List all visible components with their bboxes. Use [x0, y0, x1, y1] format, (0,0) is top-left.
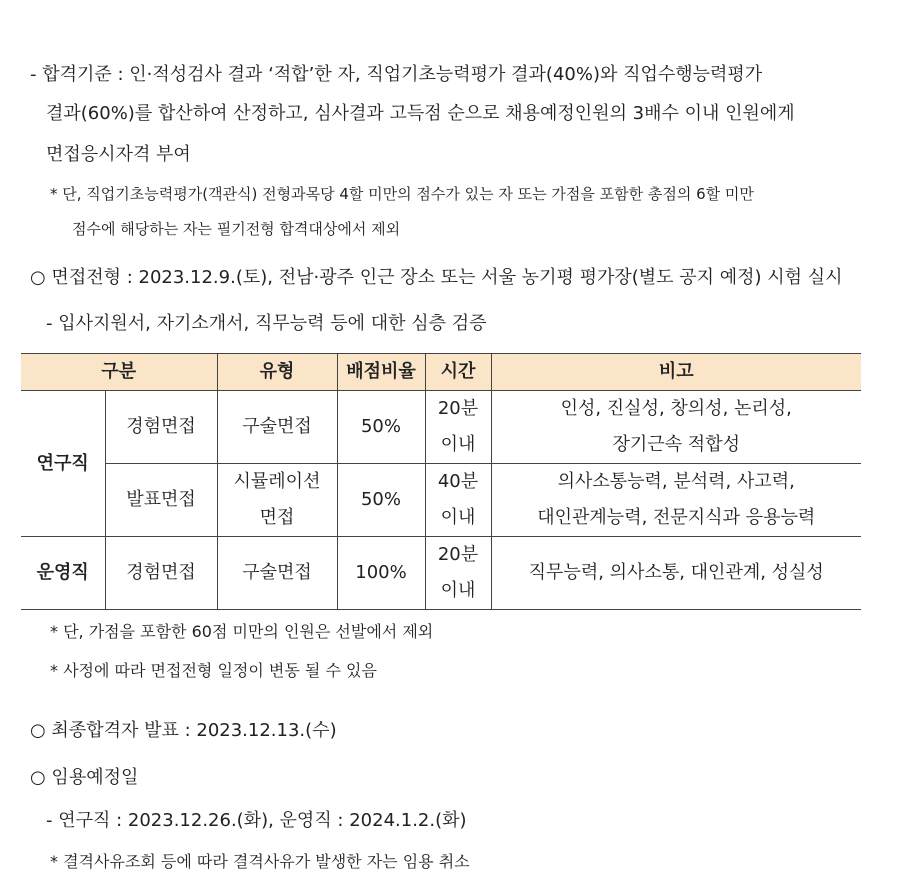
interview-heading: ○ 면접전형 : 2023.12.9.(토), 전남·광주 인근 장소 또는 서울 농기평 평가장(별도 공지 예정) 시험 실시: [30, 267, 843, 288]
group-research: 연구직: [21, 391, 105, 537]
table-row: [21, 537, 861, 610]
criteria-line-2: 결과(60%)를 합산하여 산정하고, 심사결과 고득점 순으로 채용예정인원의 3배수 이내 인원에게: [46, 103, 795, 124]
header-type: 유형: [217, 354, 337, 391]
employ-dates: - 연구직 : 2023.12.26.(화), 운영직 : 2024.1.2.(화): [46, 810, 467, 831]
row-type-line-2: 면접: [259, 507, 295, 528]
row-remark: [491, 391, 861, 464]
row-ratio: 50%: [337, 464, 425, 537]
header-category: 구분: [21, 354, 217, 391]
table-row: [21, 391, 861, 464]
row-time-line-1: 40분: [437, 471, 479, 492]
row-time: [425, 537, 491, 610]
row-time-line-2: 이내: [440, 434, 476, 455]
row-ratio: 100%: [337, 537, 425, 610]
row-time-line-2: 이내: [440, 507, 476, 528]
employ-note: * 결격사유조회 등에 따라 결격사유가 발생한 자는 임용 취소: [50, 852, 470, 871]
row-remark-line-1: 의사소통능력, 분석력, 사고력,: [557, 471, 795, 492]
interview-sub: - 입사지원서, 자기소개서, 직무능력 등에 대한 심층 검증: [46, 313, 487, 334]
table-row: [21, 464, 861, 537]
row-time-line-1: 20분: [437, 544, 479, 565]
row-time: [425, 391, 491, 464]
group-operation: 운영직: [21, 537, 105, 610]
row-ratio: 50%: [337, 391, 425, 464]
criteria-note-1: * 단, 직업기초능력평가(객관식) 전형과목당 4할 미만의 점수가 있는 자 또는 가점을 포함한 총점의 6할 미만: [50, 185, 754, 203]
row-remark-line-2: 장기근속 적합성: [612, 434, 740, 455]
criteria-line-1: - 합격기준 : 인·적성검사 결과 ‘적합’한 자, 직업기초능력평가 결과(40%)와 직업수행능력평가: [30, 64, 763, 85]
criteria-note-2: 점수에 해당하는 자는 필기전형 합격대상에서 제외: [72, 220, 401, 238]
row-type: 구술면접: [217, 391, 337, 464]
row-category: 발표면접: [105, 464, 217, 537]
row-type: 구술면접: [217, 537, 337, 610]
row-time-line-2: 이내: [440, 580, 476, 601]
table-header-row: [21, 354, 861, 391]
table-note-1: * 단, 가점을 포함한 60점 미만의 인원은 선발에서 제외: [50, 622, 434, 641]
table-note-2: * 사정에 따라 면접전형 일정이 변동 될 수 있음: [50, 661, 377, 680]
row-type-line-1: 시뮬레이션: [233, 471, 321, 492]
row-type: [217, 464, 337, 537]
interview-table: [21, 353, 861, 610]
employ-heading: ○ 임용예정일: [30, 767, 139, 788]
row-category: 경험면접: [105, 391, 217, 464]
row-category: 경험면접: [105, 537, 217, 610]
header-time: 시간: [425, 354, 491, 391]
header-ratio: 배점비율: [337, 354, 425, 391]
row-time-line-1: 20분: [437, 398, 479, 419]
final-announce: ○ 최종합격자 발표 : 2023.12.13.(수): [30, 720, 337, 741]
row-remark: [491, 464, 861, 537]
row-remark: 직무능력, 의사소통, 대인관계, 성실성: [491, 537, 861, 610]
row-remark-line-1: 인성, 진실성, 창의성, 논리성,: [560, 398, 792, 419]
row-remark-line-2: 대인관계능력, 전문지식과 응용능력: [537, 507, 816, 528]
header-remark: 비고: [491, 354, 861, 391]
criteria-line-3: 면접응시자격 부여: [46, 144, 191, 165]
row-time: [425, 464, 491, 537]
